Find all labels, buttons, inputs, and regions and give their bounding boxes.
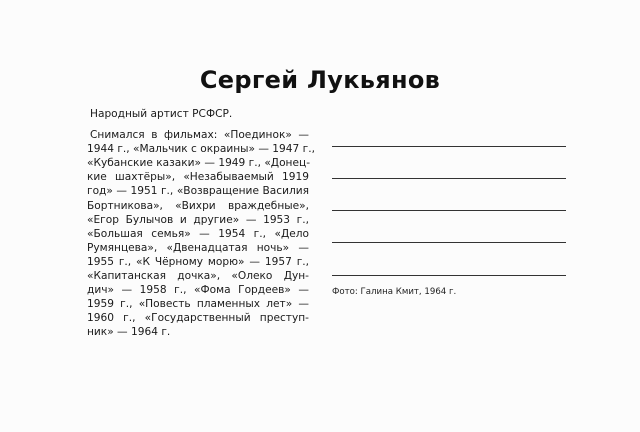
address-line bbox=[332, 275, 566, 276]
address-line bbox=[332, 146, 566, 147]
actor-name-title: Сергей Лукьянов bbox=[199, 66, 441, 94]
filmography-line: дич» — 1958 г., «Фома Гордеев» — bbox=[87, 284, 309, 297]
filmography-line: кие шахтёры», «Незабываемый 1919 bbox=[87, 171, 309, 184]
filmography-line: Румянцева», «Двенадцатая ночь» — bbox=[87, 241, 309, 254]
filmography-line: 1960 г., «Государственный преступ- bbox=[87, 312, 309, 325]
address-line bbox=[332, 210, 566, 211]
filmography-line: «Егор Булычов и другие» — 1953 г., bbox=[87, 213, 309, 226]
filmography-line: 1959 г., «Повесть пламенных лет» — bbox=[87, 298, 309, 311]
address-line bbox=[332, 178, 566, 179]
rank-line: Народный артист РСФСР. bbox=[90, 108, 233, 120]
filmography-line: год» — 1951 г., «Возвращение Василия bbox=[87, 185, 309, 198]
address-line bbox=[332, 242, 566, 243]
filmography-line: «Кубанские казаки» — 1949 г., «Донец- bbox=[87, 157, 311, 170]
filmography-line: Снимался в фильмах: «Поединок» — bbox=[90, 129, 309, 142]
filmography-line: «Капитанская дочка», «Олеко Дун- bbox=[87, 270, 309, 283]
filmography-line: Бортникова», «Вихри враждебные», bbox=[87, 199, 309, 212]
filmography-line: ник» — 1964 г. bbox=[87, 326, 171, 339]
filmography-line: «Большая семья» — 1954 г., «Дело bbox=[87, 227, 309, 240]
filmography-line: 1944 г., «Мальчик с окраины» — 1947 г., bbox=[87, 143, 315, 156]
biography-text bbox=[87, 107, 315, 340]
filmography-line: 1955 г., «К Чёрному морю» — 1957 г., bbox=[87, 255, 309, 268]
photo-credit: Фото: Галина Кмит, 1964 г. bbox=[332, 287, 457, 297]
